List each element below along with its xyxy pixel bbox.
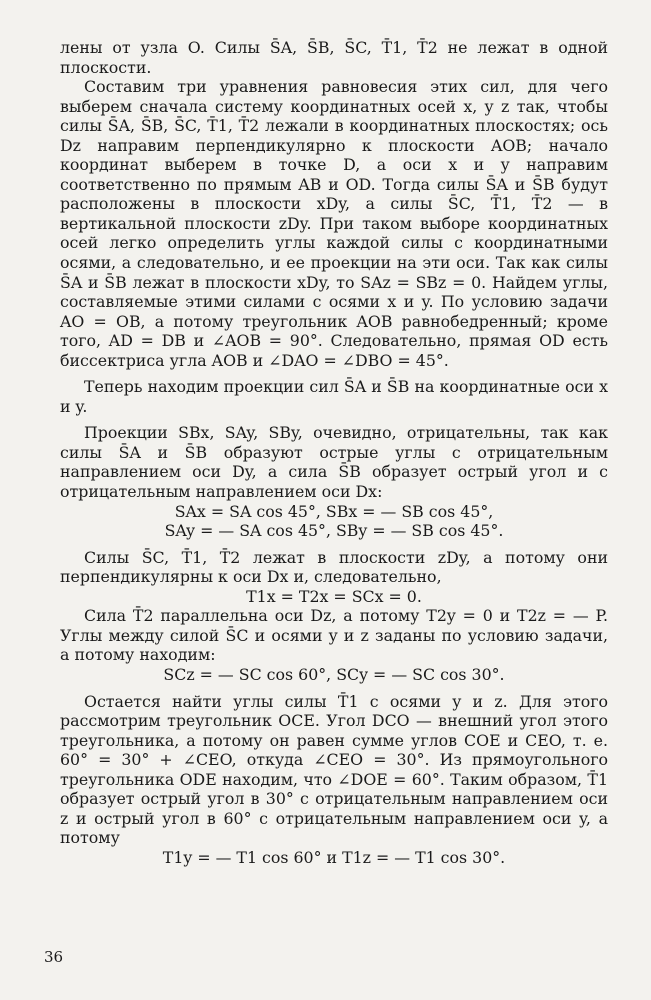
paragraph-1: лены от узла O. Силы S̄A, S̄B, S̄C, T̄1, T̄2 не лежат в одной плоскости. [60, 38, 608, 77]
paragraph-4: Проекции SBx, SAy, SBy, очевидно, отрицательны, так как силы S̄A и S̄B образуют острые углы с отрицательным направлением оси Dy, а сила S̄B образует острый угол и с отрицательным направлением оси Dx: [60, 423, 608, 502]
formula-1: SAx = SA cos 45°, SBx = — SB cos 45°, [174, 501, 494, 521]
paragraph-5: Силы S̄C, T̄1, T̄2 лежат в плоскости zDy, а потому они перпендикулярны к оси Dx и, следовательно, [60, 547, 608, 587]
formula-2: SAy = — SA cos 45°, SBy = — SB cos 45°. [164, 521, 504, 541]
paragraph-2: Составим три уравнения равновесия этих сил, для чего выберем сначала систему координатных осей x, y z так, чтобы силы S̄A, S̄B, S̄C, T̄1, T̄2 лежали в координатных плоскостях; ось Dz направим перпендикулярно к плоскости AOB; начало координат выберем в точке D, а оси x и y направим соответственно по прямым AB и OD. Тогда силы S̄A и S̄B будут расположены в плоскости xDy, а силы S̄C, T̄1, T̄2 — в вертикальной плоскости zDy. При таком выборе координатных осей легко определить углы каждой силы с координатными осями, а следовательно, и ее проекции на эти оси. Так как силы S̄A и S̄B лежат в плоскости xDy, то SAz = SBz = 0. Найдем углы, составляемые этими силами с осями x и y. По условию задачи AO = OB, а потому треугольник AOB равнобедренный; кроме того, AD = DB и ∠AOB = 90°. Следовательно, прямая OD есть биссектриса угла AOB и ∠DAO = ∠DBO = 45°. [60, 77, 608, 370]
paragraph-3: Теперь находим проекции сил S̄A и S̄B на координатные оси x и y. [60, 377, 608, 416]
formula-4: SCz = — SC cos 60°, SCy = — SC cos 30°. [163, 664, 505, 684]
page-number: 36 [44, 948, 64, 966]
paragraph-7: Остается найти углы силы T̄1 с осями y и z. Для этого рассмотрим треугольник OCE. Угол DCO — внешний угол этого треугольника, а потому он равен сумме углов COE и CEO, т. е. 60° = 30° + ∠CEO, откуда ∠CEO = 30°. Из прямоугольного треугольника ODE находим, что ∠DOE = 60°. Таким образом, T̄1 образует острый угол в 30° с отрицательным направлением оси z и острый угол в 60° с отрицательным направлением оси y, а потому [60, 691, 609, 848]
formula-3: T1x = T2x = SCx = 0. [246, 586, 422, 606]
formula-5: T1y = — T1 cos 60° и T1z = — T1 cos 30°. [162, 847, 506, 867]
paragraph-6: Сила T̄2 параллельна оси Dz, а потому T2y = 0 и T2z = — P. Углы между силой S̄C и осями y и z заданы по условию задачи, а потому находим: [60, 606, 608, 665]
page-body [60, 38, 608, 867]
